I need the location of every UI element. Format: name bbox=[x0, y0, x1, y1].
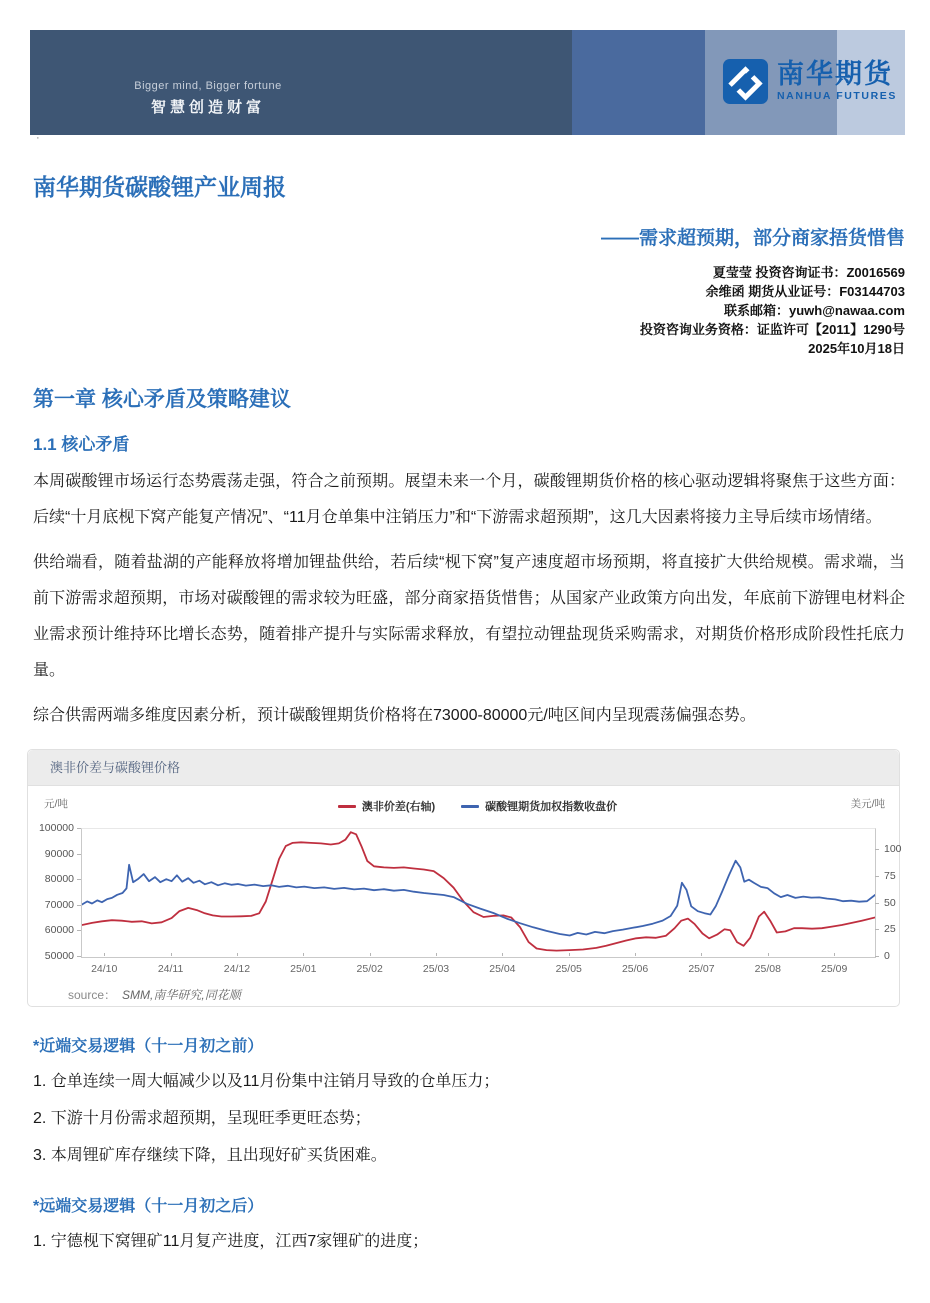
series-line-aus-africa-spread bbox=[82, 832, 875, 950]
x-axis-tick-mark bbox=[701, 953, 702, 956]
body-paragraph-3: 综合供需两端多维度因素分析，预计碳酸锂期货价格将在73000-80000元/吨区间内呈现震荡偏强态势。 bbox=[33, 707, 756, 724]
x-axis-tick-label: 25/04 bbox=[489, 963, 516, 975]
body-paragraph-1: 本周碳酸锂市场运行态势震荡走强，符合之前预期。展望未来一个月，碳酸锂期货价格的核心驱动逻辑将聚焦于这些方面：后续“十月底枧下窝产能复产情况”、“11月仓单集中注销压力”和“下游需求超预期”，这几大因素将接力主导后续市场情绪。 bbox=[33, 473, 905, 526]
chart-svg bbox=[82, 829, 875, 957]
logo-chinese: 南华期货 bbox=[776, 59, 893, 89]
x-axis-tick-mark bbox=[104, 953, 105, 956]
y-right-tick-mark bbox=[875, 929, 879, 930]
meta-line-date: 2025年10月18日 bbox=[808, 341, 905, 356]
x-axis-tick-mark bbox=[569, 953, 570, 956]
chart-source bbox=[28, 980, 899, 1003]
stray-dot: · bbox=[36, 132, 40, 144]
x-axis-tick-mark bbox=[237, 953, 238, 956]
y-right-tick-label: 75 bbox=[884, 870, 896, 882]
meta-line-email: 联系邮箱：yuwh@nawaa.com bbox=[724, 303, 905, 318]
x-axis-tick-label: 24/11 bbox=[157, 963, 184, 975]
chapter-heading: 第一章 核心矛盾及策略建议 bbox=[33, 388, 291, 411]
x-axis-tick-label: 25/03 bbox=[422, 963, 450, 975]
y-left-tick-mark bbox=[77, 879, 81, 880]
x-axis-tick-mark bbox=[834, 953, 835, 956]
y-left-tick-mark bbox=[77, 854, 81, 855]
nanhua-logo-icon bbox=[722, 58, 769, 105]
y-left-tick-mark bbox=[77, 930, 81, 931]
x-axis-tick-label: 25/07 bbox=[688, 963, 715, 975]
y-right-tick-label: 100 bbox=[884, 843, 902, 856]
near-term-item-3: 3. 本周锂矿库存继续下降，且出现好矿买货困难。 bbox=[33, 1147, 387, 1164]
legend-label: 碳酸锂期货加权指数收盘价 bbox=[485, 801, 618, 813]
x-axis-tick-label: 25/01 bbox=[290, 963, 317, 975]
x-axis-tick-label: 25/06 bbox=[621, 963, 649, 975]
near-term-item-1: 1. 仓单连续一周大幅减少以及11月份集中注销月导致的仓单压力； bbox=[33, 1073, 500, 1090]
chart-panel-title: 澳非价差与碳酸锂价格 bbox=[28, 750, 899, 786]
nanhua-logo bbox=[722, 58, 897, 105]
legend-item-aus-africa-spread bbox=[338, 798, 435, 814]
y-left-tick-label: 80000 bbox=[44, 873, 74, 886]
banner-slogan bbox=[88, 80, 328, 117]
y-left-tick-label: 100000 bbox=[38, 822, 74, 834]
y-left-tick-mark bbox=[77, 905, 81, 906]
y-left-tick-label: 70000 bbox=[44, 898, 74, 911]
x-axis-tick-label: 25/02 bbox=[356, 963, 383, 975]
y-left-tick-label: 50000 bbox=[44, 950, 74, 962]
slogan-english: Bigger mind, Bigger fortune bbox=[134, 80, 282, 92]
x-axis-tick-mark bbox=[171, 953, 172, 956]
y-left-tick-mark bbox=[77, 828, 81, 829]
source-label: source： bbox=[68, 988, 117, 1002]
near-term-logic-heading: *近端交易逻辑（十一月初之前） bbox=[33, 1038, 264, 1055]
report-subtitle: ——需求超预期，部分商家捂货惜售 bbox=[600, 228, 905, 249]
body-paragraph-2: 供给端看，随着盐湖的产能释放将增加锂盐供给，若后续“枧下窝”复产速度超市场预期，将直接扩大供给规模。需求端，当前下游需求超预期，市场对碳酸锂的需求较为旺盛，部分商家捂货惜售；从国家产业政策方向出发，年底前下游锂电材料企业需求预计维持环比增长态势，随着排产提升与实际需求释放，有望拉动锂盐现货采购需求，对期货价格形成阶段性托底力量。 bbox=[33, 554, 905, 679]
x-axis-tick-label: 25/09 bbox=[821, 963, 848, 975]
x-axis-tick-mark bbox=[635, 953, 636, 956]
x-axis-tick-label: 25/08 bbox=[754, 963, 781, 975]
price-chart bbox=[28, 786, 902, 980]
legend-label: 澳非价差(右轴) bbox=[361, 801, 436, 813]
near-term-logic-section bbox=[30, 1033, 905, 1167]
y-left-tick-mark bbox=[77, 956, 81, 957]
far-term-item-1: 1. 宁德枧下窝锂矿11月复产进度，江西7家锂矿的进度； bbox=[33, 1233, 429, 1250]
logo-text bbox=[777, 61, 897, 102]
far-term-logic-heading: *远端交易逻辑（十一月初之后） bbox=[33, 1198, 264, 1215]
y-right-tick-mark bbox=[875, 876, 879, 877]
y-right-tick-mark bbox=[875, 903, 879, 904]
right-axis-unit: 美元/吨 bbox=[850, 798, 885, 810]
y-right-tick-label: 50 bbox=[884, 896, 896, 909]
y-right-tick-label: 0 bbox=[884, 950, 890, 962]
logo-english: NANHUA FUTURES bbox=[776, 90, 897, 102]
x-axis-tick-mark bbox=[436, 953, 437, 956]
header-banner bbox=[30, 30, 905, 135]
y-right-tick-mark bbox=[875, 849, 879, 850]
legend-swatch bbox=[461, 805, 479, 808]
y-right-tick-label: 25 bbox=[884, 923, 896, 936]
meta-line-license: 投资咨询业务资格：证监许可【2011】1290号 bbox=[639, 322, 905, 337]
y-left-tick-label: 60000 bbox=[44, 924, 74, 937]
y-left-tick-label: 90000 bbox=[44, 847, 74, 860]
left-axis-unit: 元/吨 bbox=[44, 798, 68, 810]
x-axis-tick-mark bbox=[502, 953, 503, 956]
chart-panel bbox=[27, 749, 900, 1007]
legend-swatch bbox=[338, 805, 356, 808]
y-right-tick-mark bbox=[875, 956, 879, 957]
source-value: SMM,南华研究,同花顺 bbox=[122, 988, 241, 1002]
x-axis-tick-label: 25/05 bbox=[555, 963, 582, 975]
plot-area bbox=[81, 828, 876, 958]
x-axis-tick-mark bbox=[370, 953, 371, 956]
banner-band-mid bbox=[572, 30, 705, 135]
subsection-heading: 1.1 核心矛盾 bbox=[33, 435, 130, 454]
slogan-chinese: 智慧创造财富 bbox=[150, 99, 265, 116]
x-axis-tick-mark bbox=[768, 953, 769, 956]
meta-line-analyst: 夏莹莹 投资咨询证书：Z0016569 bbox=[712, 265, 905, 280]
near-term-item-2: 2. 下游十月份需求超预期，呈现旺季更旺态势； bbox=[33, 1110, 371, 1127]
far-term-logic-section bbox=[30, 1193, 905, 1253]
chart-legend bbox=[81, 798, 874, 814]
x-axis-tick-label: 24/10 bbox=[91, 963, 118, 975]
x-axis-tick-label: 24/12 bbox=[223, 963, 251, 975]
page-title: 南华期货碳酸锂产业周报 bbox=[33, 174, 286, 200]
legend-item-lithium-index bbox=[461, 798, 617, 814]
meta-line-assistant: 余维函 期货从业证号：F03144703 bbox=[705, 284, 905, 299]
author-meta bbox=[30, 263, 905, 358]
x-axis-tick-mark bbox=[303, 953, 304, 956]
